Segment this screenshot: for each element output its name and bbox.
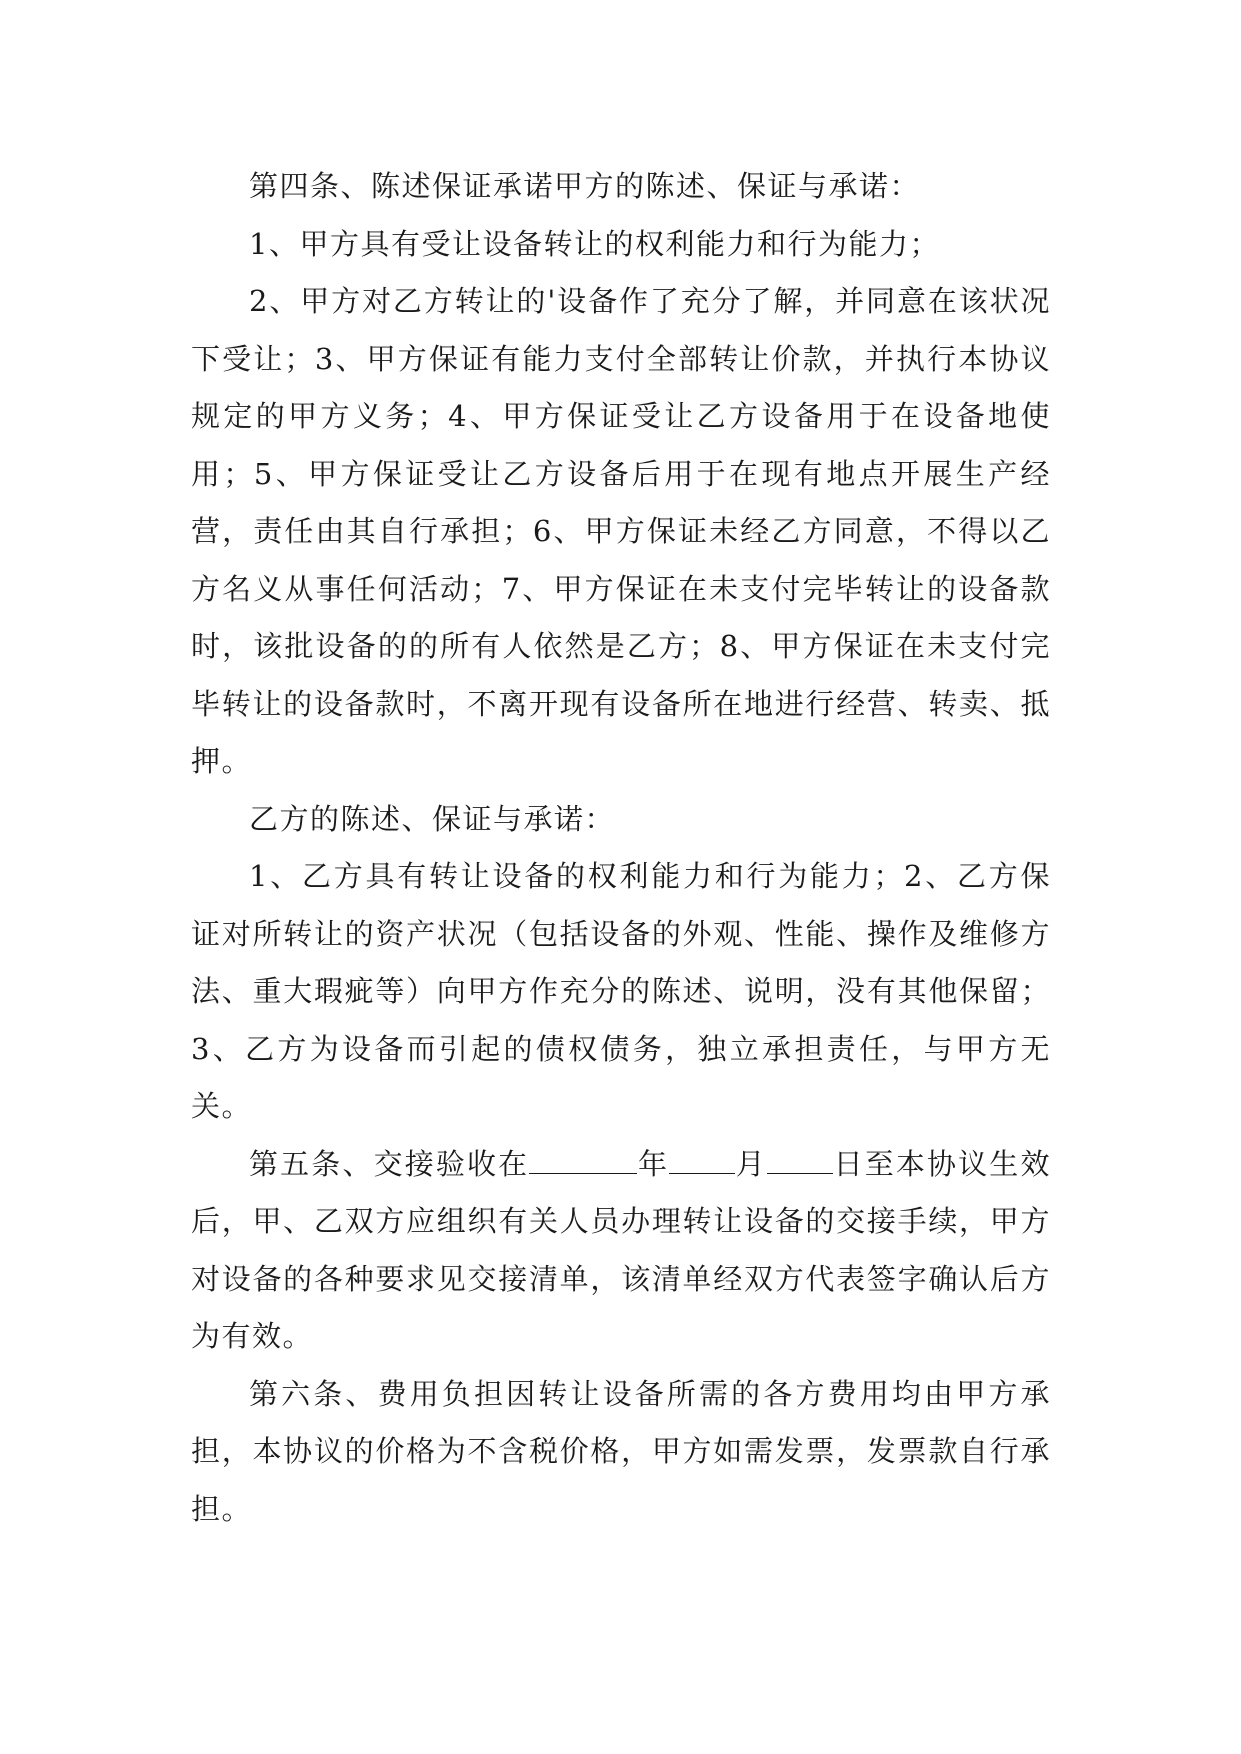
- party-b-heading: 乙方的陈述、保证与承诺：: [249, 801, 616, 836]
- article-5-prefix: 第五条、交接验收在: [249, 1146, 530, 1181]
- day-blank: [767, 1146, 833, 1173]
- year-label: 年: [637, 1146, 670, 1181]
- party-a-item-1: 1、甲方具有受让设备转让的权利能力和行为能力；: [249, 226, 940, 261]
- article-6-paragraph: 第六条、费用负担因转让设备所需的各方费用均由甲方承担，本协议的价格为不含税价格，甲方如需发票，发票款自行承担。: [191, 1376, 1051, 1526]
- month-blank: [669, 1146, 735, 1173]
- month-label: 月: [735, 1146, 767, 1181]
- party-a-items-2-8: 2、甲方对乙方转让的'设备作了充分了解，并同意在该状况下受让；3、甲方保证有能力支付全部转让价款，并执行本协议规定的甲方义务；4、甲方保证受让乙方设备用于在设备地使用；5、甲方保证受让乙方设备后用于在现有地点开展生产经营，责任由其自行承担；6、甲方保证未经乙方同意，不得以乙方名义从事任何活动；7、甲方保证在未支付完毕转让的设备款时，该批设备的的所有人依然是乙方；8、甲方保证在未支付完毕转让的设备款时，不离开现有设备所在地进行经营、转卖、抵押。: [191, 284, 1051, 778]
- article-4-heading: 第四条、陈述保证承诺甲方的陈述、保证与承诺：: [249, 169, 921, 203]
- year-blank: [529, 1146, 637, 1173]
- article-5-suffix: 日至本协议生效后，甲、乙双方应组织有关人员办理转让设备的交接手续，甲方对设备的各种要求见交接清单，该清单经双方代表签字确认后方为有效。: [191, 1146, 1051, 1353]
- party-b-items: 1、乙方具有转让设备的权利能力和行为能力；2、乙方保证对所转让的资产状况（包括设备的外观、性能、操作及维修方法、重大瑕疵等）向甲方作充分的陈述、说明，没有其他保留；3、乙方为设备而引起的债权债务，独立承担责任，与甲方无关。: [191, 859, 1051, 1123]
- article-5-paragraph: [191, 1136, 1051, 1366]
- document-body: [191, 158, 1051, 1538]
